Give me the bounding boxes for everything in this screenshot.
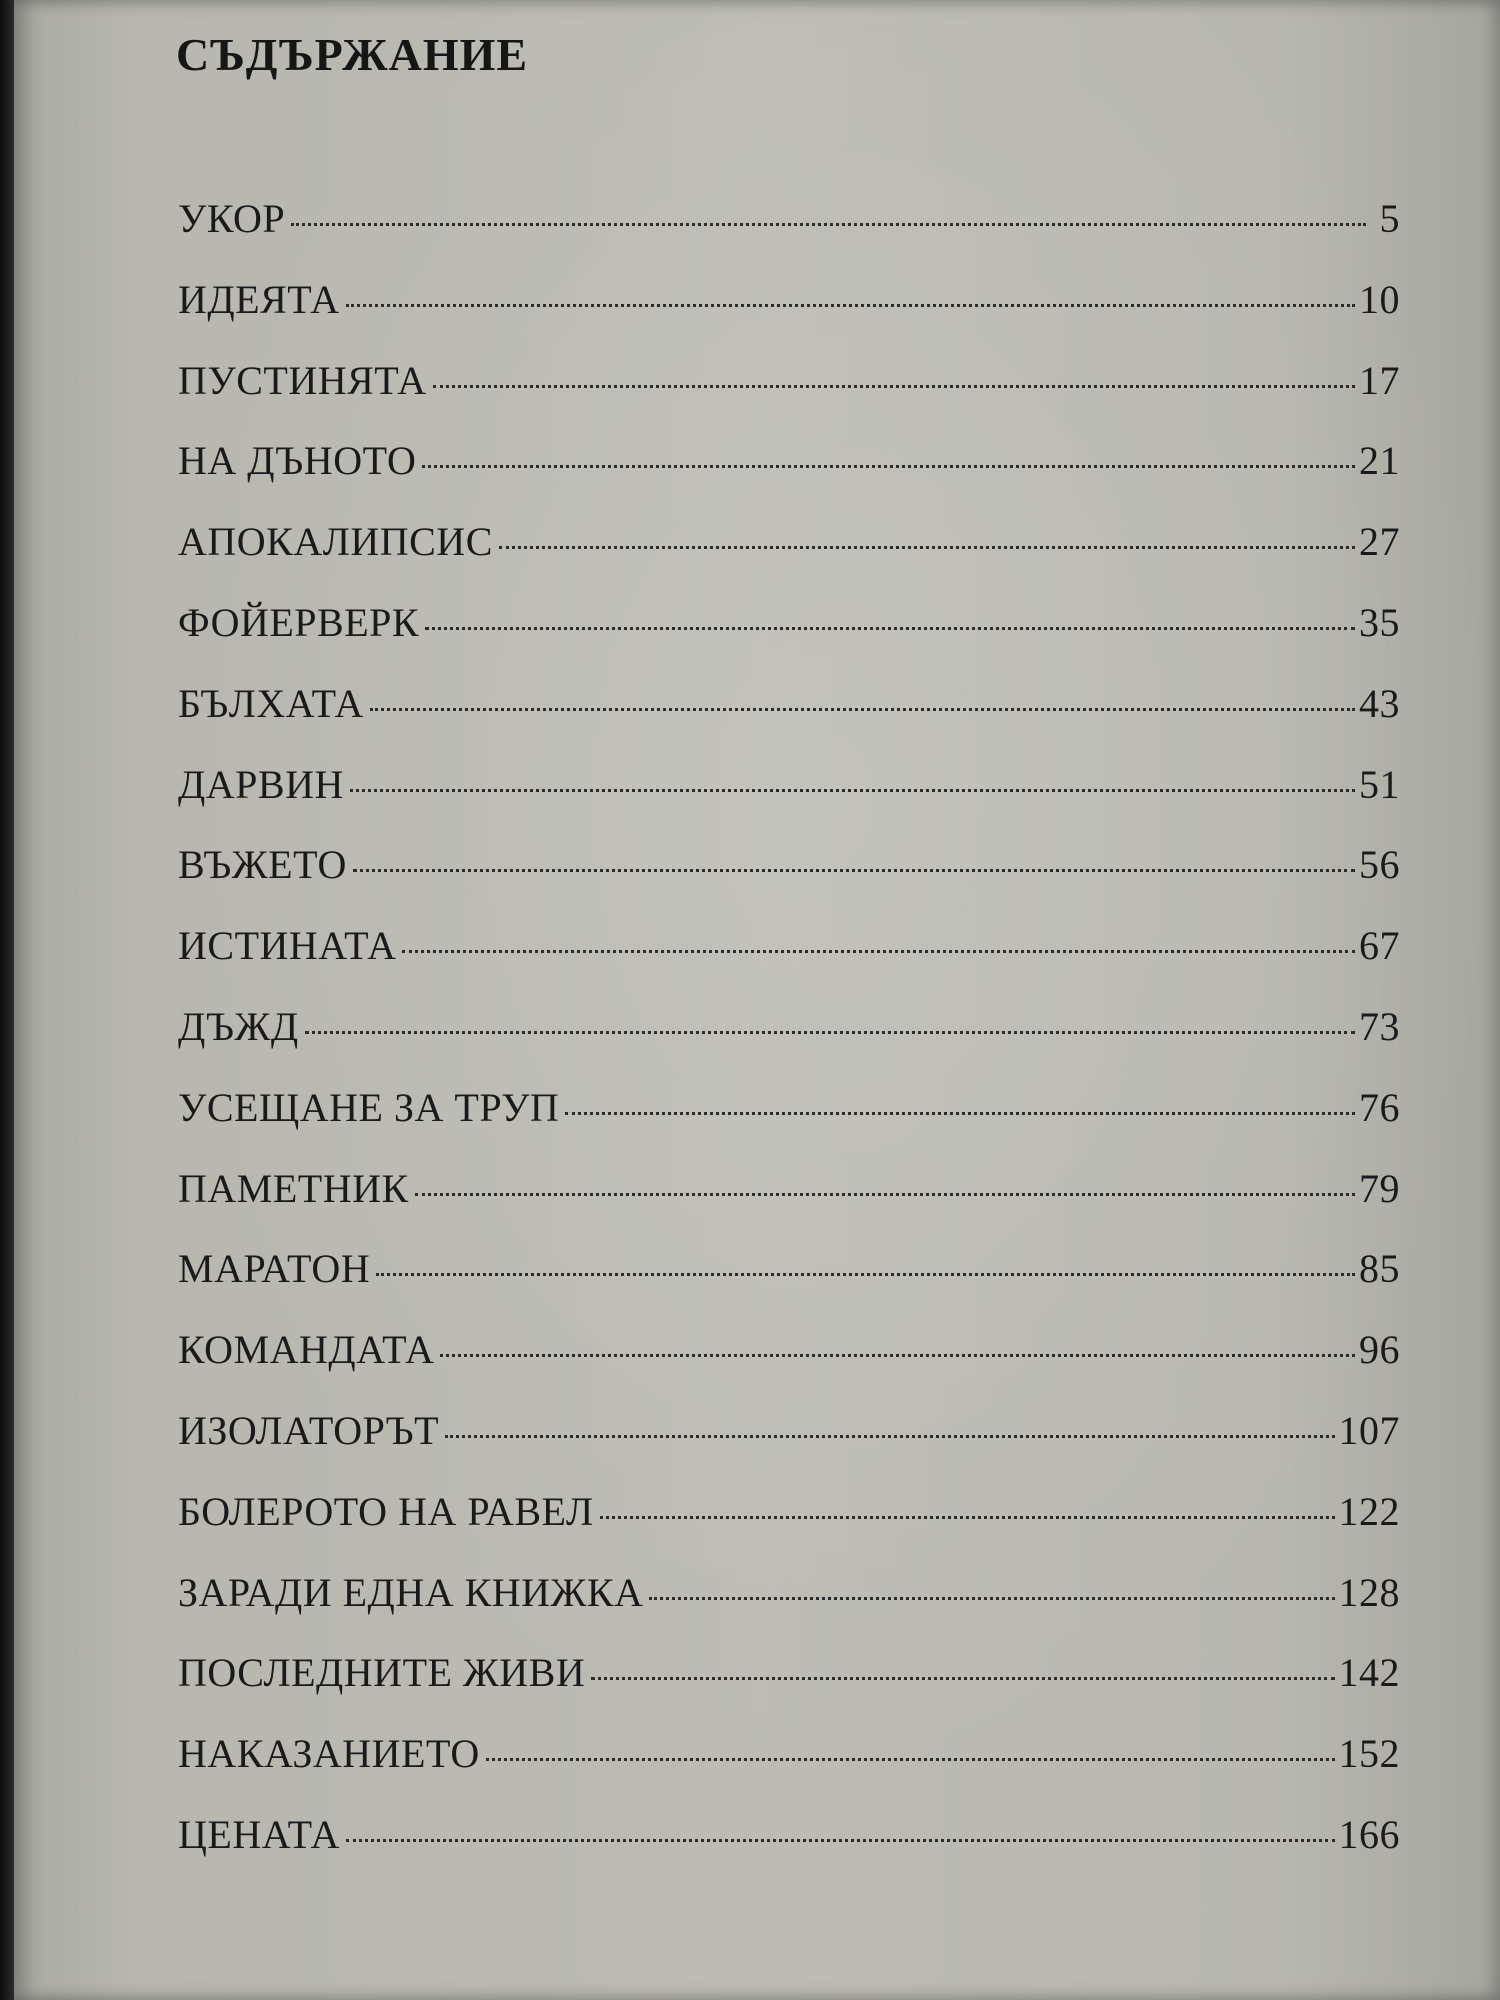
toc-entry-page: 51 [1359,761,1400,807]
dot-leader [433,385,1355,388]
dot-leader [291,223,1366,226]
toc-entry-title: ЗАРАДИ ЕДНА КНИЖКА [178,1569,644,1615]
dot-leader [350,789,1355,792]
toc-entry-title: КОМАНДАТА [178,1327,435,1373]
toc-entry-page: 152 [1338,1731,1400,1777]
toc-entry [178,437,1400,518]
toc-entry-title: ЦЕНАТА [178,1811,340,1857]
toc-entry-title: ВЪЖЕТО [178,842,347,888]
toc-entry-title: ИДЕЯТА [178,276,340,322]
dot-leader [600,1516,1335,1519]
toc-entry-page: 5 [1379,196,1400,241]
dot-leader [422,465,1355,468]
dot-leader [346,304,1355,307]
toc-entry-page: 35 [1359,599,1400,645]
toc-entry-title: ИСТИНАТА [178,923,397,969]
toc-entry-title: ПОСЛЕДНИТЕ ЖИВИ [178,1650,586,1696]
toc-entry-title: АПОКАЛИПСИС [178,519,493,565]
toc-entry-title: ПАМЕТНИК [178,1165,409,1211]
toc-entry-page: 85 [1359,1246,1400,1292]
dot-leader [486,1758,1335,1761]
dot-leader [353,869,1355,872]
toc-entry-page: 107 [1338,1407,1400,1453]
toc-entry [178,680,1400,761]
book-page [14,0,1500,2000]
toc-entry [178,599,1400,680]
toc-entry-title: ИЗОЛАТОРЪТ [178,1407,440,1453]
toc-entry-title: БЪЛХАТА [178,680,364,726]
toc-entry [178,195,1400,276]
toc-entry-page: 122 [1338,1488,1400,1534]
toc-entry-title: ДЪЖД [178,1003,299,1049]
dot-leader [415,1193,1355,1196]
dot-leader [649,1597,1334,1600]
toc-entry [178,1730,1400,1811]
toc-entry-page: 166 [1338,1811,1400,1857]
dot-leader [402,950,1355,953]
toc-entry [178,1084,1400,1165]
toc-entry-page: 96 [1359,1327,1400,1373]
toc-entry-title: УКОР [178,196,286,241]
toc-entry-title: БОЛЕРОТО НА РАВЕЛ [178,1488,594,1534]
toc-entry [178,1326,1400,1407]
toc-entry [178,357,1400,438]
toc-entry [178,518,1400,599]
toc-entry-page: 21 [1359,438,1400,484]
toc-entry-title: ПУСТИНЯТА [178,357,427,403]
dot-leader [591,1677,1334,1680]
page-title: СЪДЪРЖАНИЕ [176,29,529,80]
page-edge-shadow [0,0,14,2000]
toc-entry-page: 27 [1359,519,1400,565]
toc-entry-title: НА ДЪНОТО [178,438,417,484]
toc-entry-title: ФОЙЕРВЕРК [178,599,420,645]
dot-leader [346,1839,1335,1842]
toc-entry-title: ДАРВИН [178,761,344,807]
toc-entry-page: 79 [1359,1165,1400,1211]
dot-leader [305,1031,1355,1034]
toc-entry [178,1649,1400,1730]
toc-entry [178,1245,1400,1326]
toc-entry [178,1003,1400,1084]
toc-entry-page: 67 [1359,923,1400,969]
dot-leader [445,1435,1334,1438]
toc-entry [178,276,1400,357]
toc-entry [178,1488,1400,1569]
dot-leader [370,708,1355,711]
toc-entry [178,1407,1400,1488]
toc-entry-title: МАРАТОН [178,1246,371,1292]
dot-leader [376,1273,1355,1276]
toc-entry-page: 73 [1359,1003,1400,1049]
toc-entry-page: 10 [1359,276,1400,322]
toc-entry-page: 17 [1359,357,1400,403]
dot-leader [565,1112,1355,1115]
toc-entry-page: 43 [1359,680,1400,726]
toc-entry-page: 76 [1359,1084,1400,1130]
table-of-contents [178,195,1400,1892]
toc-entry [178,1165,1400,1246]
toc-entry [178,841,1400,922]
toc-entry-title: УСЕЩАНЕ ЗА ТРУП [178,1084,560,1130]
toc-entry [178,1569,1400,1650]
dot-leader [425,627,1355,630]
toc-entry-title: НАКАЗАНИЕТО [178,1731,480,1777]
dot-leader [499,546,1355,549]
toc-entry-page: 128 [1338,1569,1400,1615]
toc-entry [178,922,1400,1003]
toc-entry-page: 56 [1359,842,1400,888]
toc-entry [178,761,1400,842]
dot-leader [440,1354,1355,1357]
toc-entry-page: 142 [1338,1650,1400,1696]
toc-entry [178,1811,1400,1892]
